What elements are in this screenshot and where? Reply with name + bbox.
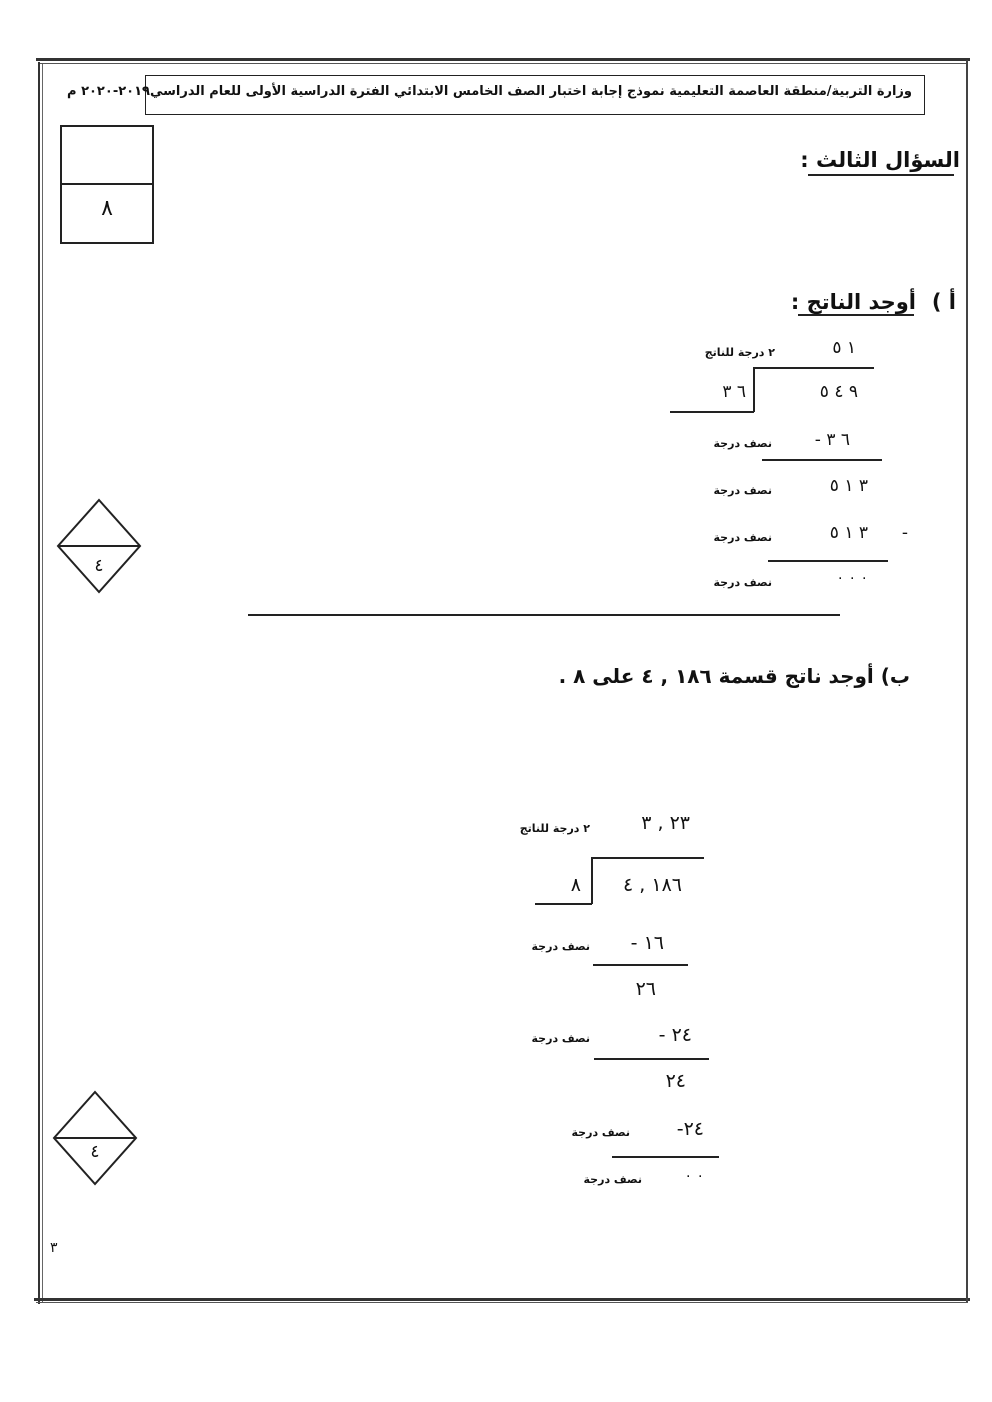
part-b-quotient: ٢٣ , ٣ bbox=[641, 812, 690, 834]
part-b-question: ب) أوجد ناتج قسمة ١٨٦ , ٤ على ٨ . bbox=[558, 664, 910, 688]
part-b-divisor: ٨ bbox=[570, 874, 581, 896]
part-b-divisor-underline bbox=[535, 903, 592, 905]
part-b-step4: ٢٤ bbox=[665, 1070, 686, 1092]
part-b-division-bracket bbox=[591, 857, 593, 904]
part-b-step5-note: نصف درجة bbox=[571, 1126, 630, 1139]
page-number: ٣ bbox=[50, 1240, 58, 1256]
part-b-step3-note: نصف درجة bbox=[531, 1032, 590, 1045]
part-a-step2: ٣ ١ ٥ bbox=[829, 476, 868, 496]
part-a-quotient-note: ٢ درجة للناتج bbox=[704, 346, 775, 359]
part-a-step3: ٣ ١ ٥ bbox=[829, 523, 868, 543]
part-a-quotient: ١ ٥ bbox=[832, 338, 856, 358]
part-b-step5-line bbox=[612, 1156, 719, 1158]
part-a-divisor-underline bbox=[670, 411, 754, 413]
page-border-left bbox=[38, 62, 40, 1304]
part-a-title-underline bbox=[798, 314, 914, 316]
page-border-left-inner bbox=[42, 64, 43, 1302]
part-b-step3: - ٢٤ bbox=[658, 1024, 692, 1046]
part-b-step3-line bbox=[594, 1058, 709, 1060]
part-a-grade: ٤ bbox=[94, 556, 104, 576]
part-a-dividend: ٩ ٤ ٥ bbox=[819, 382, 858, 402]
page-border-top-inner bbox=[40, 63, 966, 64]
part-a-step1-line bbox=[762, 459, 882, 461]
part-a-division-bar bbox=[754, 367, 874, 369]
part-b-step1-note: نصف درجة bbox=[531, 940, 590, 953]
part-b-division-bar bbox=[592, 857, 704, 859]
score-box-divider bbox=[60, 183, 152, 185]
part-b-quotient-note: ٢ درجة للناتج bbox=[519, 822, 590, 835]
part-b-step2: ٢٦ bbox=[635, 978, 656, 1000]
part-a-title: أوجد الناتج : bbox=[790, 290, 916, 314]
part-b-remainder: ٠ ٠ bbox=[684, 1168, 704, 1184]
part-b-remainder-note: نصف درجة bbox=[583, 1173, 642, 1186]
part-a-label: أ ) bbox=[931, 290, 956, 314]
part-a-grade-diamond bbox=[56, 498, 142, 594]
page-border-top bbox=[36, 58, 970, 61]
question-title-underline bbox=[808, 174, 954, 176]
part-b-step5: -٢٤ bbox=[676, 1118, 704, 1140]
header-title: وزارة التربية/منطقة العاصمة التعليمية نموذج إجابة اختبار الصف الخامس الابتدائي الفترة الدراسية الأولى للعام الدراسي٢٠١٩-٢٠٢٠ م bbox=[67, 84, 912, 99]
question-title: السؤال الثالث : bbox=[800, 148, 960, 172]
part-a-step3-minus: - bbox=[901, 523, 908, 543]
score-total: ٨ bbox=[101, 196, 113, 221]
part-b-step1: - ١٦ bbox=[630, 932, 664, 954]
part-a-remainder-note: نصف درجة bbox=[713, 576, 772, 589]
part-a-step2-note: نصف درجة bbox=[713, 484, 772, 497]
part-b-dividend: ١٨٦ , ٤ bbox=[623, 874, 682, 896]
part-a-step1-note: نصف درجة bbox=[713, 437, 772, 450]
page-border-bottom-inner bbox=[36, 1302, 968, 1303]
part-b-grade: ٤ bbox=[90, 1142, 100, 1162]
part-a-step1: - ٦ ٣ bbox=[814, 430, 850, 450]
part-a-division-bracket bbox=[753, 367, 755, 412]
part-b-step1-line bbox=[593, 964, 688, 966]
page-border-bottom bbox=[34, 1298, 970, 1301]
part-b-grade-diamond bbox=[52, 1090, 138, 1186]
part-a-step3-note: نصف درجة bbox=[713, 531, 772, 544]
page-border-right bbox=[966, 60, 968, 1302]
part-a-divisor: ٦ ٣ bbox=[722, 382, 746, 402]
section-divider bbox=[248, 614, 840, 616]
part-a-step3-line bbox=[768, 560, 888, 562]
part-a-remainder: ٠ ٠ ٠ bbox=[836, 570, 868, 586]
